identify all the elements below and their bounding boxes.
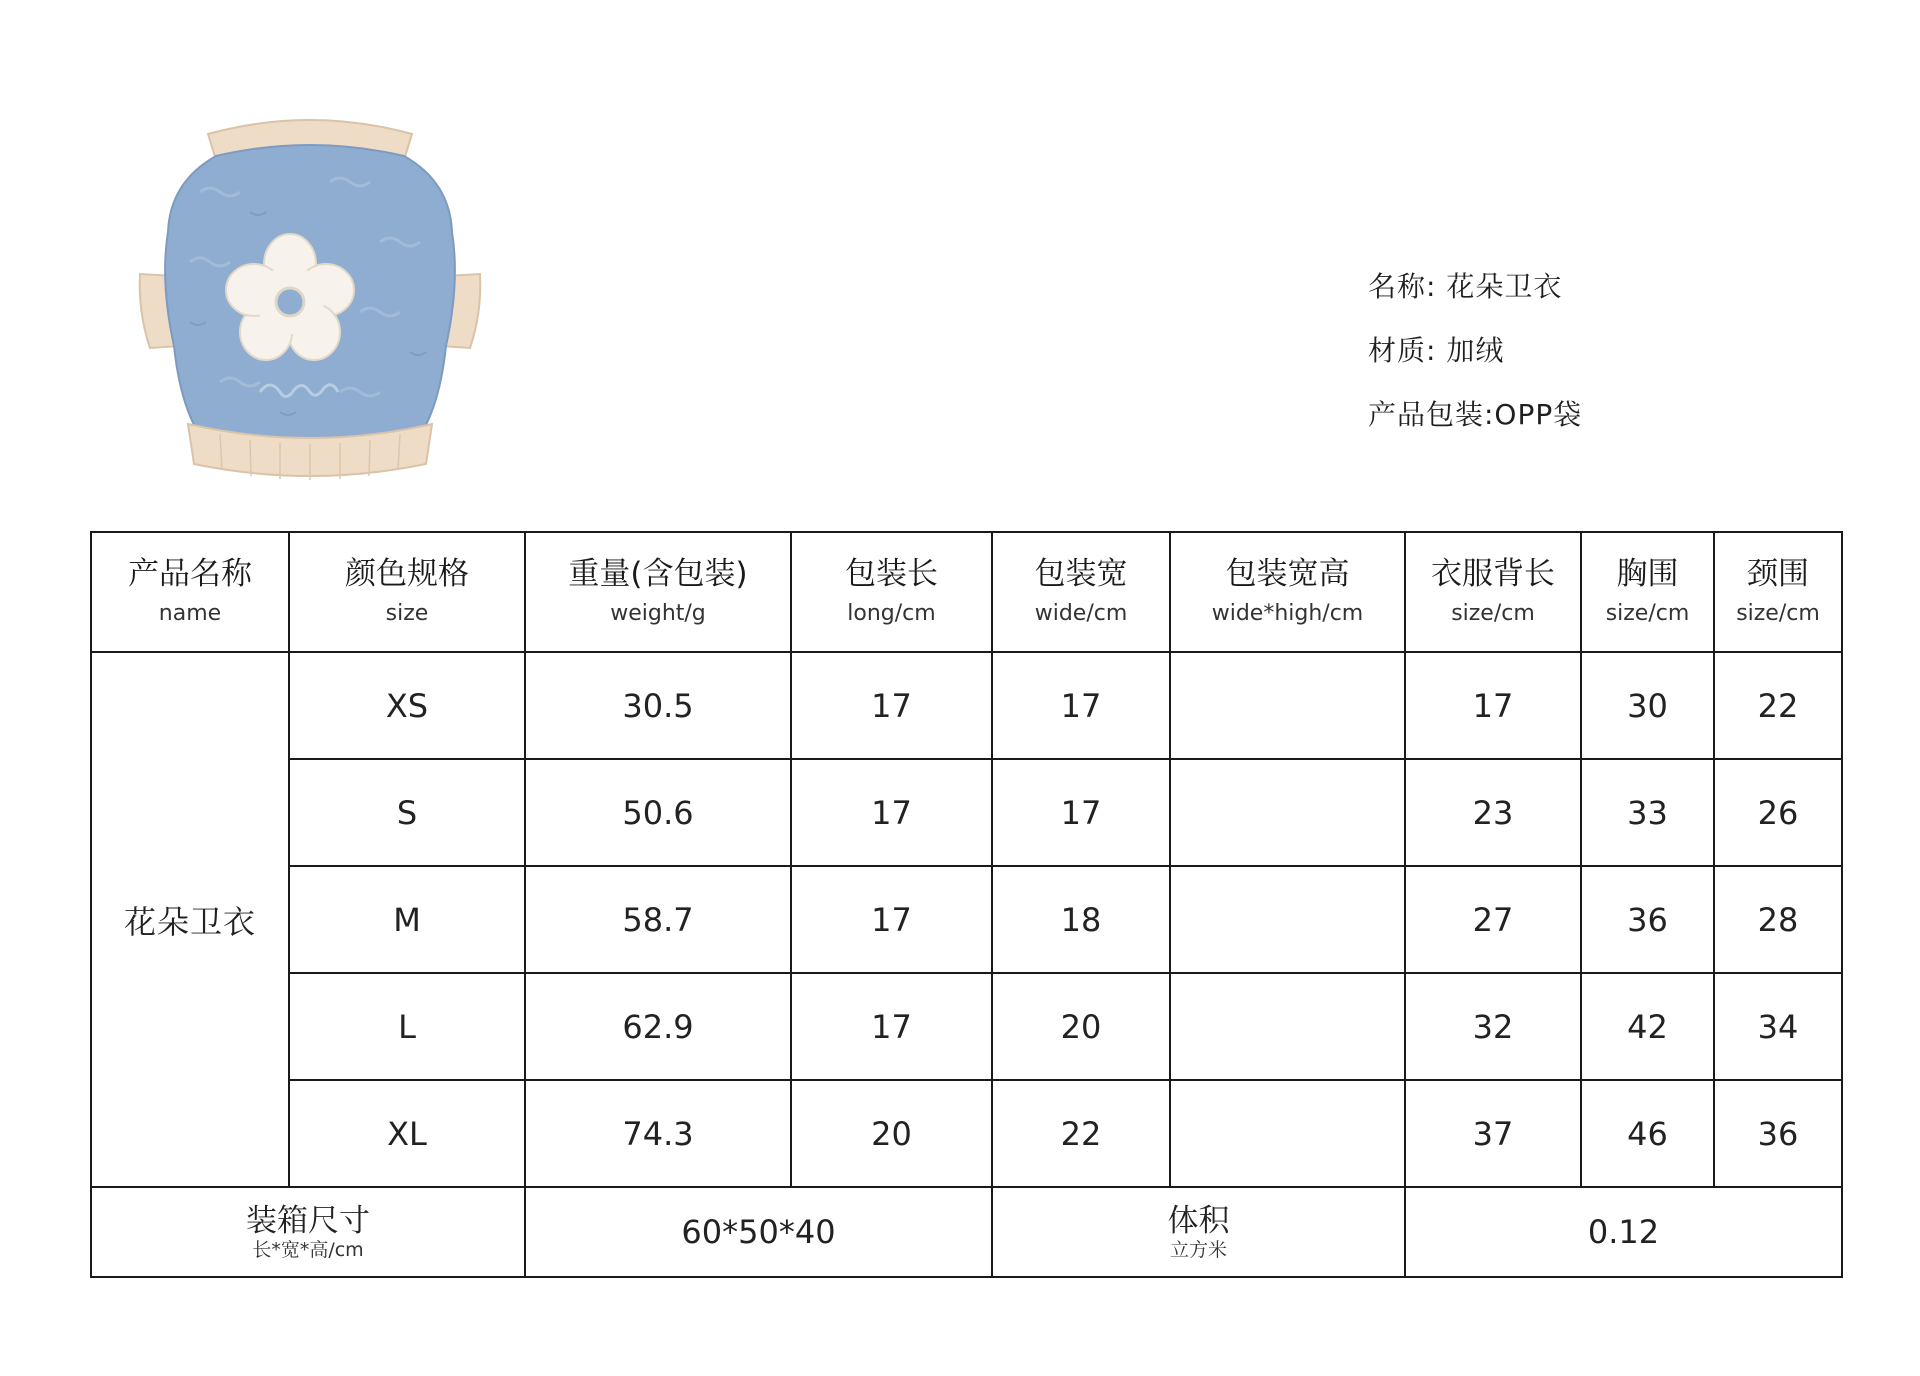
header-en: size/cm xyxy=(1451,601,1535,626)
volume-unit: 立方米 xyxy=(1169,1239,1227,1261)
weight-cell: 50.6 xyxy=(525,759,791,866)
wide-cell: 20 xyxy=(992,973,1170,1080)
header-cell xyxy=(992,532,1170,652)
carton-size-value: 60*50*40 xyxy=(525,1187,992,1277)
wide-cell: 17 xyxy=(992,652,1170,759)
long-cell: 20 xyxy=(791,1080,992,1187)
volume-value: 0.12 xyxy=(1405,1187,1842,1277)
footer-row xyxy=(91,1187,1842,1277)
product-info xyxy=(1368,271,1582,463)
chest-cell: 30 xyxy=(1581,652,1714,759)
back-length-cell: 27 xyxy=(1405,866,1581,973)
wide-high-cell xyxy=(1170,652,1405,759)
table-row xyxy=(91,1080,1842,1187)
back-length-cell: 23 xyxy=(1405,759,1581,866)
back-length-cell: 37 xyxy=(1405,1080,1581,1187)
long-cell: 17 xyxy=(791,652,992,759)
header-cell xyxy=(525,532,791,652)
long-cell: 17 xyxy=(791,759,992,866)
material-line: 材质: 加绒 xyxy=(1368,334,1505,367)
header-en: size/cm xyxy=(1605,601,1690,626)
product-name-cell: 花朵卫衣 xyxy=(91,652,289,1187)
size-cell: S xyxy=(289,759,525,866)
header-en: size/cm xyxy=(1736,601,1820,626)
wide-cell: 17 xyxy=(992,759,1170,866)
chest-cell: 33 xyxy=(1581,759,1714,866)
header-zh: 胸围 xyxy=(1616,556,1679,592)
table-row xyxy=(91,759,1842,866)
header-zh: 颜色规格 xyxy=(345,556,469,592)
header-en: size xyxy=(385,601,429,626)
wide-high-cell xyxy=(1170,973,1405,1080)
carton-size-label: 装箱尺寸 xyxy=(246,1203,370,1239)
size-table xyxy=(90,531,1843,1278)
weight-cell: 74.3 xyxy=(525,1080,791,1187)
header-zh: 产品名称 xyxy=(128,556,252,592)
header-cell xyxy=(791,532,992,652)
size-cell: M xyxy=(289,866,525,973)
header-cell xyxy=(1170,532,1405,652)
weight-cell: 62.9 xyxy=(525,973,791,1080)
back-length-cell: 32 xyxy=(1405,973,1581,1080)
size-cell: XL xyxy=(289,1080,525,1187)
neck-cell: 28 xyxy=(1714,866,1842,973)
long-cell: 17 xyxy=(791,866,992,973)
wide-cell: 18 xyxy=(992,866,1170,973)
size-cell: L xyxy=(289,973,525,1080)
neck-cell: 22 xyxy=(1714,652,1842,759)
product-name-line: 名称: 花朵卫衣 xyxy=(1368,270,1563,303)
header-en: weight/g xyxy=(610,601,706,626)
carton-size-label-cell xyxy=(91,1187,525,1277)
header-zh: 颈围 xyxy=(1747,556,1809,592)
wide-high-cell xyxy=(1170,1080,1405,1187)
neck-cell: 36 xyxy=(1714,1080,1842,1187)
table-row xyxy=(91,866,1842,973)
chest-cell: 36 xyxy=(1581,866,1714,973)
header-cell xyxy=(1581,532,1714,652)
product-photo xyxy=(130,112,490,497)
wide-cell: 22 xyxy=(992,1080,1170,1187)
header-en: long/cm xyxy=(847,601,936,626)
header-zh: 包装宽 xyxy=(1034,556,1128,592)
header-cell xyxy=(1405,532,1581,652)
neck-cell: 34 xyxy=(1714,973,1842,1080)
table-row xyxy=(91,973,1842,1080)
volume-label: 体积 xyxy=(1167,1203,1230,1239)
neck-cell: 26 xyxy=(1714,759,1842,866)
header-en: wide/cm xyxy=(1034,601,1128,626)
volume-label-cell xyxy=(992,1187,1405,1277)
header-cell xyxy=(91,532,289,652)
header-zh: 衣服背长 xyxy=(1431,556,1555,592)
wide-high-cell xyxy=(1170,866,1405,973)
header-zh: 重量(含包装) xyxy=(568,556,748,592)
header-en: wide*high/cm xyxy=(1211,601,1364,626)
header-en: name xyxy=(158,601,222,626)
carton-size-unit: 长*宽*高/cm xyxy=(252,1239,364,1261)
back-length-cell: 17 xyxy=(1405,652,1581,759)
weight-cell: 58.7 xyxy=(525,866,791,973)
wide-high-cell xyxy=(1170,759,1405,866)
header-row xyxy=(91,532,1842,652)
chest-cell: 46 xyxy=(1581,1080,1714,1187)
table-row xyxy=(91,652,1842,759)
header-cell xyxy=(1714,532,1842,652)
header-zh: 包装长 xyxy=(845,556,938,592)
size-cell: XS xyxy=(289,652,525,759)
header-cell xyxy=(289,532,525,652)
package-line: 产品包装:OPP袋 xyxy=(1368,398,1583,431)
chest-cell: 42 xyxy=(1581,973,1714,1080)
weight-cell: 30.5 xyxy=(525,652,791,759)
header-zh: 包装宽高 xyxy=(1225,556,1350,592)
long-cell: 17 xyxy=(791,973,992,1080)
